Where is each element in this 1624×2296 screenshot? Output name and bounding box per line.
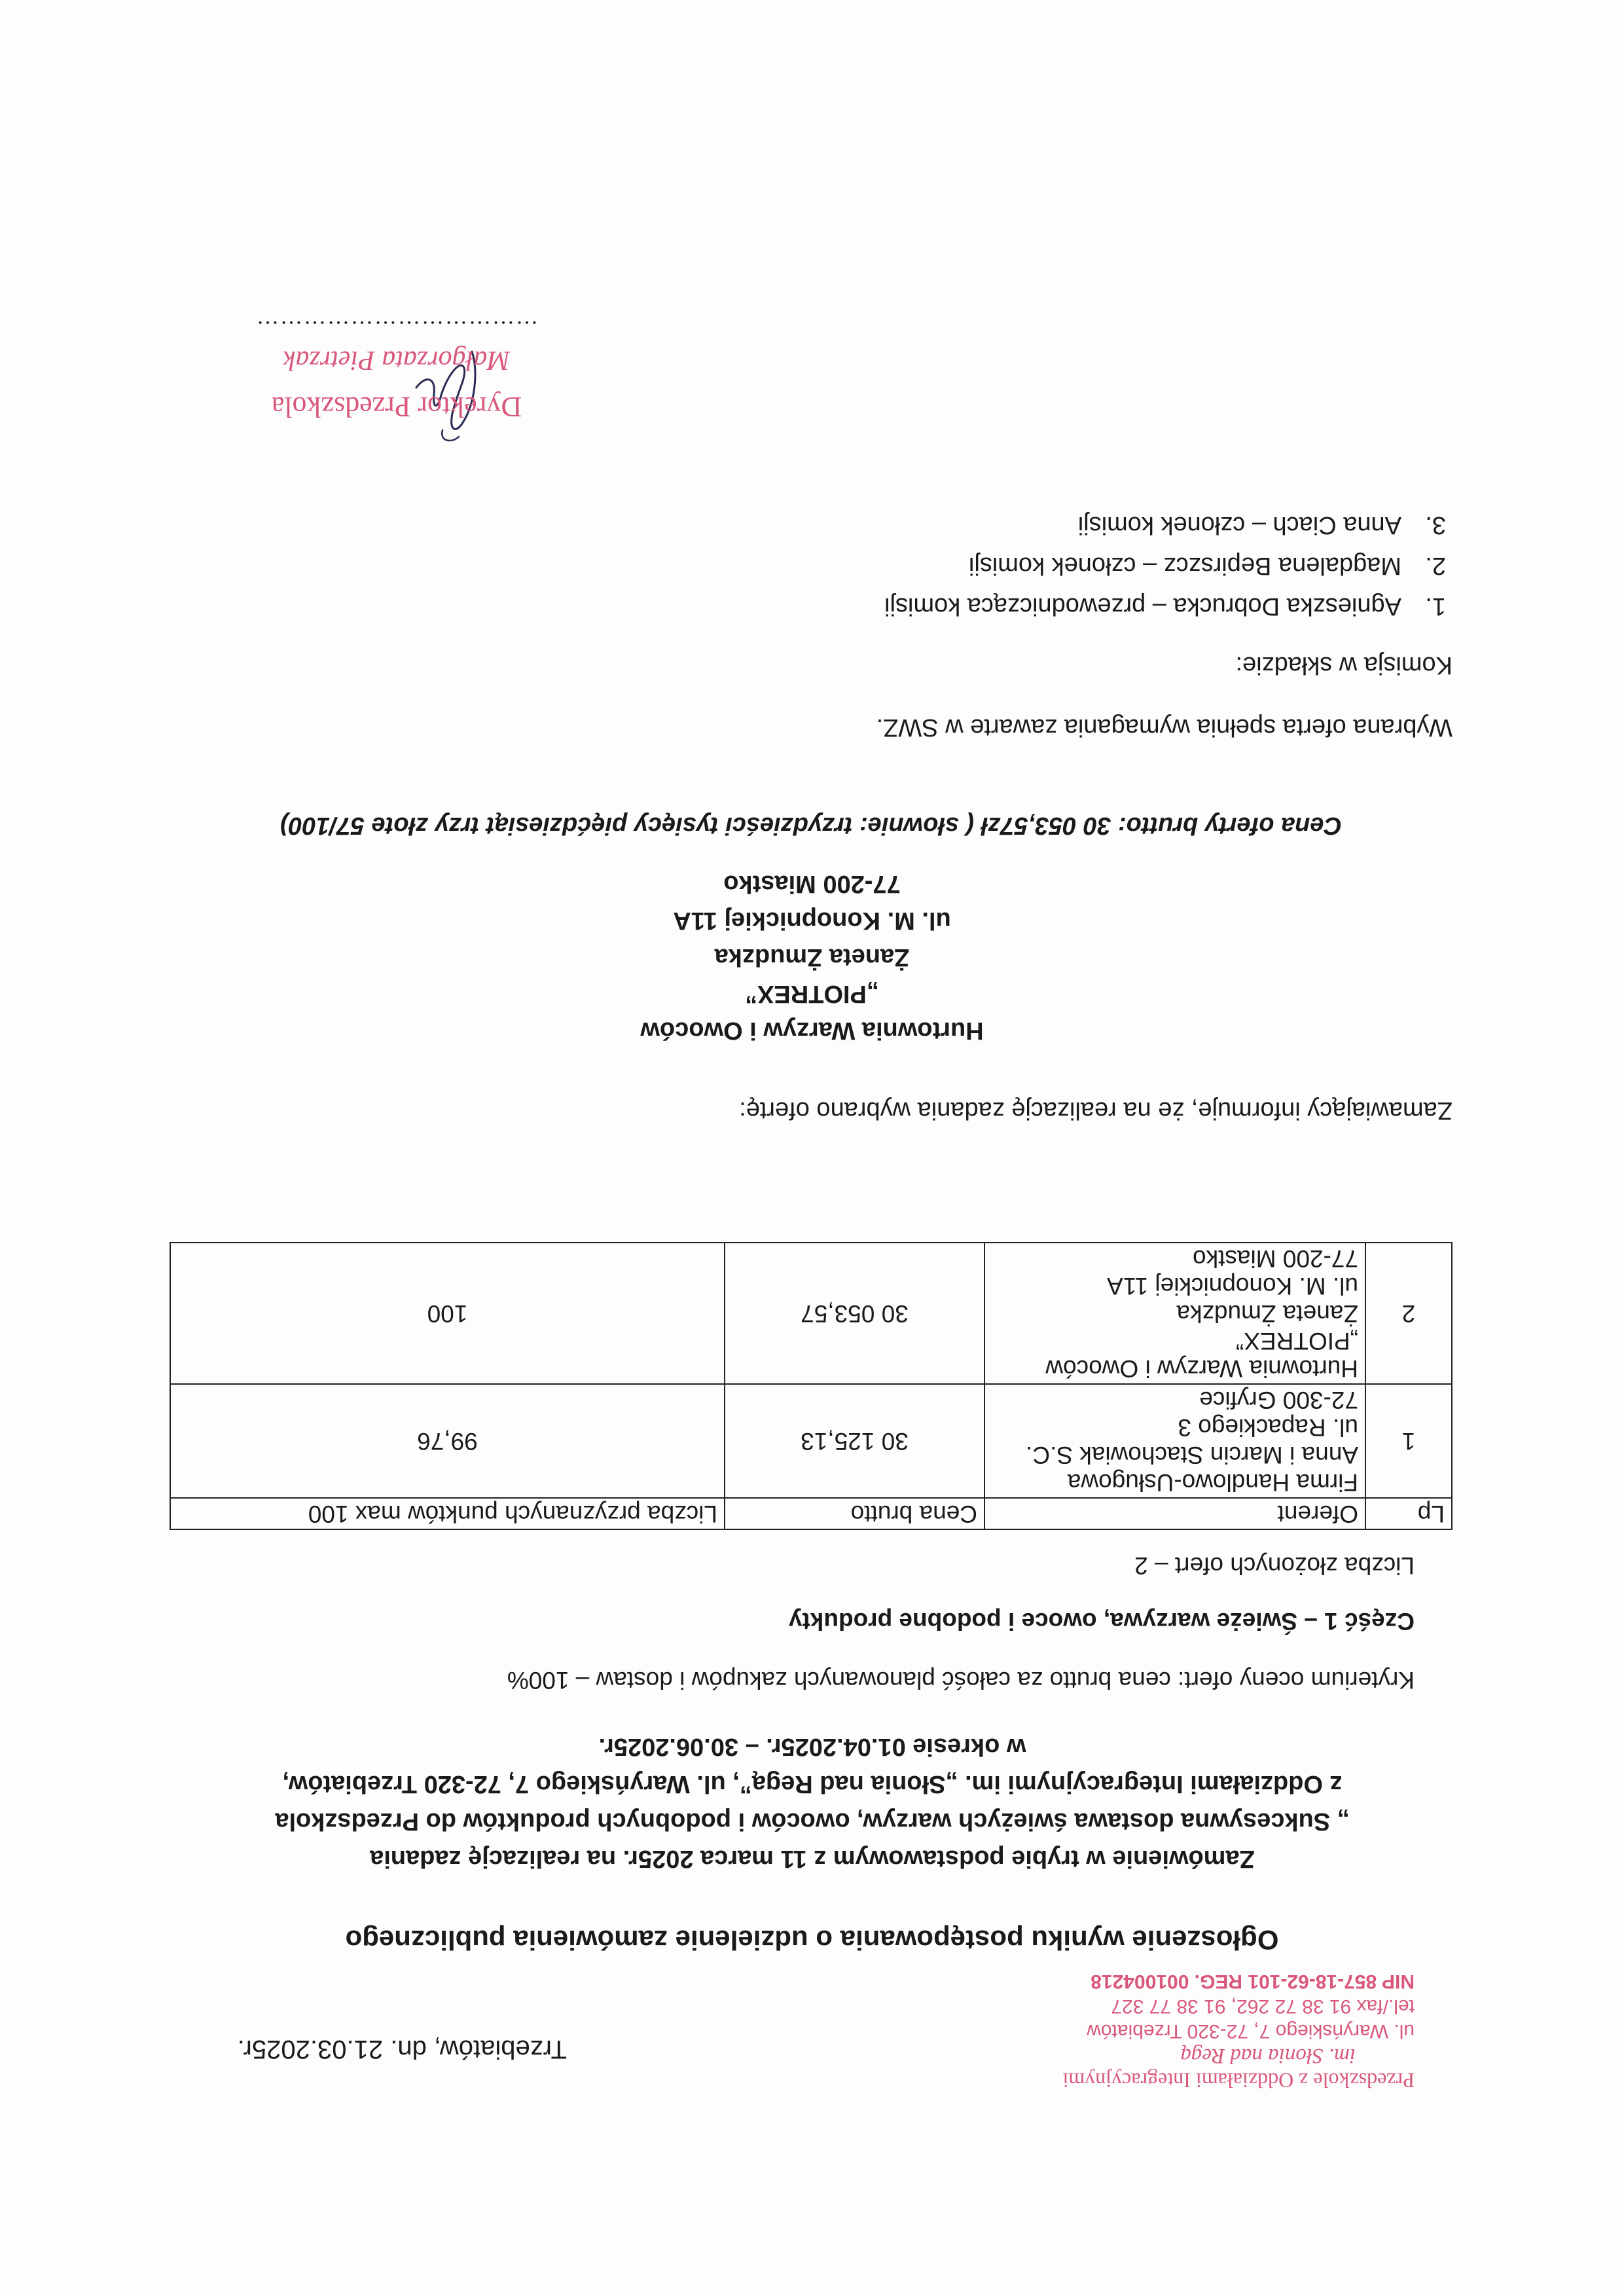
committee-member [884, 545, 1453, 586]
director-title: Dyrektor Przedszkola [271, 391, 522, 423]
requirements-statement: Wybrana oferta spełnia wymagania zawarte w SWZ. [876, 714, 1453, 741]
stamp-line-4: tel./fax 91 38 72 262, 91 38 77 327 [1111, 1995, 1415, 2017]
stamp-line-1: Przedszkole z Oddziałami Integracyjnymi [1062, 2069, 1415, 2092]
offer-price: Cena oferty brutto: 30 053,57zł ( słownie: trzydzieści tysięcy pięćdziesiąt trzy złote 57/100) [280, 812, 1342, 839]
table-header-row [170, 1498, 1452, 1529]
oferent-line: ul. Rapackiego 3 [1178, 1414, 1358, 1441]
selection-statement: Zamawiający informuje, że na realizację zadania wybrano ofertę: [739, 1097, 1453, 1124]
oferent-line: 72-300 Gryfice [1199, 1387, 1358, 1413]
stamp-line-2: im. Słonia nad Regą [1180, 2044, 1356, 2068]
order-description [236, 1728, 1388, 1877]
stamp-line-3: ul. Waryńskiego 7, 72-320 Trzebiatów [1087, 2020, 1415, 2042]
cell-punkty: 99,76 [170, 1384, 725, 1498]
cell-lp: 2 [1365, 1243, 1452, 1384]
cell-oferent [984, 1243, 1365, 1384]
winner-line: „PIOTREX” [745, 980, 879, 1008]
member-name: Magdalena Bepirszcz – członek komisji [968, 552, 1401, 579]
committee-members [884, 505, 1453, 627]
document-date: Trzebiatów, dn. 21.03.2025r. [237, 2035, 567, 2064]
director-name: Małgorzata Pietrzak [283, 345, 511, 375]
intro-line: w okresie 01.04.2025r. – 30.06.2025r. [598, 1733, 1026, 1760]
committee-member [884, 586, 1453, 627]
committee-label: Komisja w składzie: [1235, 651, 1453, 679]
director-signature-block [213, 316, 580, 424]
member-number: 2. [1425, 552, 1446, 579]
oferent-line: 77-200 Miastko [1193, 1245, 1358, 1272]
institution-stamp [904, 1969, 1415, 2093]
oferent-line: Żaneta Żmudzka [1176, 1300, 1358, 1327]
header-cena: Cena brutto [725, 1498, 984, 1529]
member-name: Agnieszka Dobrucka – przewodnicząca komisji [884, 592, 1401, 620]
cell-oferent [984, 1384, 1365, 1498]
table-row [170, 1384, 1452, 1498]
oferent-line: Hurtownia Warzyw i Owoców [1045, 1355, 1358, 1382]
oferent-line: Firma Handlowo-Usługowa [1067, 1469, 1358, 1496]
oferent-line: ul. M. Konopnickiej 11A [1107, 1273, 1358, 1300]
header-punkty: Liczba przyznanych punktów max 100 [170, 1498, 725, 1529]
signature-dotted-line: ……………………………… [255, 316, 538, 340]
oferent-line: „PIOTREX” [1235, 1328, 1358, 1355]
cell-lp: 1 [1365, 1384, 1452, 1498]
winner-line: ul. M. Konopnickiej 11A [673, 907, 951, 934]
member-number: 3. [1425, 511, 1446, 539]
intro-line: „ Sukcesywna dostawa świeżych warzyw, owoców i podobnych produktów do Przedszkola [275, 1808, 1350, 1835]
offers-table [170, 1242, 1453, 1530]
selected-offer [0, 866, 1624, 1049]
cell-punkty: 100 [170, 1243, 725, 1384]
header-lp: Lp [1365, 1498, 1452, 1529]
member-number: 1. [1425, 592, 1446, 620]
cell-cena: 30 053,57 [725, 1243, 984, 1384]
cell-cena: 30 125,13 [725, 1384, 984, 1498]
oferent-line: Anna i Marcin Stachowiak S.C. [1026, 1442, 1358, 1468]
document-title: Ogłoszenie wyniku postępowania o udzielenie zamówienia publicznego [345, 1925, 1279, 1956]
table-row [170, 1243, 1452, 1384]
winner-line: Hurtownia Warzyw i Owoców [640, 1017, 984, 1044]
evaluation-criterion: Kryterium oceny ofert: cena brutto za całość planowanych zakupów i dostaw – 100% [507, 1667, 1415, 1694]
member-name: Anna Ciach – członek komisji [1077, 511, 1401, 539]
intro-line: z Oddziałami Integracyjnymi im. „Słonia nad Regą”, ul. Waryńskiego 7, 72-320 Trzebiatów, [282, 1770, 1343, 1798]
committee-member [884, 505, 1453, 545]
winner-line: Żaneta Żmudzka [714, 943, 910, 971]
offer-count: Liczba złożonych ofert – 2 [1134, 1552, 1415, 1579]
intro-line: Zamówienie w trybie podstawowym z 11 marca 2025r. na realizację zadania [370, 1845, 1255, 1872]
header-oferent: Oferent [984, 1498, 1365, 1529]
contract-part: Część 1 – Świeże warzywa, owoce i podobne produkty [788, 1608, 1415, 1635]
winner-line: 77-200 Miastko [723, 870, 901, 898]
stamp-line-5: NIP 857-18-62-101 REG. 001004218 [1091, 1971, 1415, 1992]
